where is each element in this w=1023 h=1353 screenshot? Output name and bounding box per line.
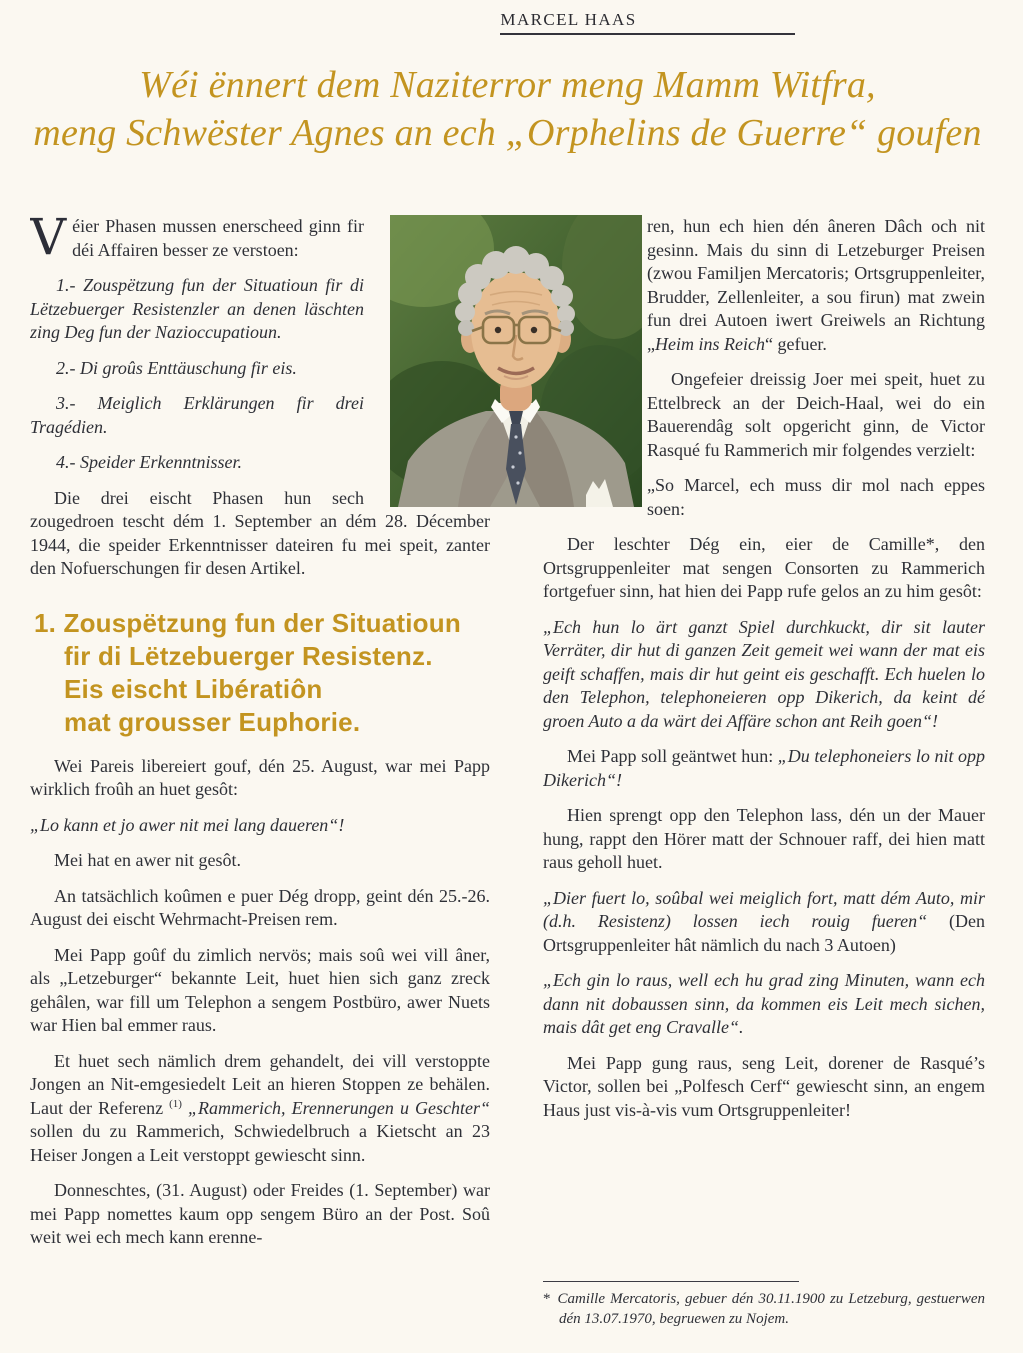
paragraph-text: ren, hun ech hien dén âneren Dâch och nit gesinn. Mais du sinn di Letzeburger Preisen (zwou Familjen Mercatoris; Ortsgruppenleiter, Brudder, Zellenleiter, a sou firun) mat zwein fun drei Autoen iwert Greiwels an Richtung „ [647, 216, 985, 354]
paragraph-text: “ gefuer. [764, 333, 827, 354]
quote-paragraph: „Ech hun lo ärt ganzt Spiel durchkuckt, dir sit lauter Verräter, dir hut di ganzen Zeit gemeit wei wann der mat eis geift schaffen, mais dir hut geint eis geschafft. Ech huelen lo den Telephon, telephoneieren opp Dikerich, da keint dé groen Auto a da wärt dei Affäre schon ant Reih goen“! [543, 616, 985, 731]
paragraph-with-reference [30, 1050, 490, 1168]
paragraph-text: (Den Ortsgruppenleiter hât nämlich du nach 3 Autoen) [543, 911, 985, 955]
portrait-illustration [390, 215, 642, 507]
quote-paragraph [543, 887, 985, 958]
section-heading-line-3: Eis eischt Libératiôn [64, 673, 323, 704]
footnote-rule [543, 1281, 799, 1282]
footnote-body: Camille Mercatoris, gebuer dén 30.11.1900 zu Letzeburg, gestuerwen dén 13.07.1970, begruewen zu Nojem. [557, 1291, 985, 1327]
quoted-phrase: „Du telephoneiers lo nit opp Dikerich“! [543, 746, 985, 790]
paragraph: Wei Pareis libereiert gouf, dén 25. August, war mei Papp wirklich froûh an huet gesôt: [30, 755, 490, 799]
quote-paragraph: „So Marcel, ech muss dir mol nach eppes soen: [647, 475, 985, 519]
paragraph: Mei Papp gung raus, seng Leit, dorener de Rasqué’s Victor, sollen bei „Polfesch Cerf“ gewiescht sinn, an engem Haus just vis-à-vis vum Ortsgruppenleiter! [543, 1052, 985, 1120]
quote-paragraph: „Ech gin lo raus, well ech hu grad zing Minuten, wann ech dann nit dobaussen sinn, da kommen eis Leit mech sichen, mais dât get eng Cravalle“. [543, 970, 985, 1037]
paragraph-text: Mei Papp soll geäntwet hun: [567, 746, 778, 766]
cited-title: „Rammerich, Erennerungen u Geschter“ [181, 1097, 490, 1118]
reference-superscript: (1) [169, 1097, 182, 1110]
paragraph: Mei hat en awer nit gesôt. [54, 850, 241, 870]
author-name: MARCEL HAAS [500, 10, 794, 35]
list-item-2: 2.- Di groûs Enttäuschung fir eis. [56, 357, 297, 378]
paragraph: Donneschtes, (31. August) oder Freides (1. September) war mei Papp nomettes kaum opp sengem Büro an der Post. Soû weit wei ech mech kann erenne- [30, 1180, 490, 1247]
list-item-1: 1.- Zouspëtzung fun der Situatioun fir di Lëtzebuerger Resistenzler an denen läschten zing Deg fun der Nazioccupatioun. [30, 275, 364, 342]
paragraph-text: sollen du zu Rammerich, Schwiedelbruch a Kietscht an 23 Heiser Jongen a Leit verstoppt gewiescht sinn. [30, 1121, 490, 1165]
paragraph: An tatsächlich koûmen e puer Dég dropp, geint dén 25.-26. August dei eischt Wehrmacht-Preisen rem. [30, 885, 490, 929]
title-line-2: meng Schwëster Agnes an ech „Orphelins de Guerre“ goufen [33, 112, 982, 154]
paragraph-text: Et huet sech nämlich drem gehandelt, dei vill verstoppte Jongen an Nit-emgesiedelt Leit an hieren Stoppen ze behälen. Laut der Referenz [30, 1050, 490, 1118]
section-heading-line-4: mat grousser Euphorie. [64, 706, 361, 737]
quote-paragraph: „Lo kann et jo awer nit mei lang daueren“! [30, 814, 345, 835]
section-heading [34, 607, 490, 739]
quoted-phrase: „Dier fuert lo, soûbal wei meiglich fort, matt dém Auto, mir (d.h. Resistenz) lossen iech rouig fueren“ [543, 887, 985, 931]
article-title [30, 61, 985, 157]
emphasized-phrase: Heim ins Reich [655, 333, 765, 354]
masthead [30, 10, 985, 35]
paragraph-with-quote [543, 745, 985, 792]
footnote-marker: * [543, 1291, 551, 1307]
paragraph: Mei Papp goûf du zimlich nervös; mais soû wei vill âner, als „Letzeburger“ bekannte Leit, huet hien sich ganz zreck gehâlen, war fill um Telephon a sengem Postbüro, awer Nuets war Hien bal emmer raus. [30, 944, 490, 1035]
intro-text: éier Phasen mussen enerscheed ginn fir déi Affairen besser ze verstoen: [72, 216, 364, 260]
portrait-photo [390, 215, 642, 507]
paragraph-phases: Die drei eischt Phasen hun sech zougedroen tescht dém 1. September an dém 28. Décember 1944, die speider Erkenntnisser dateiren fu mei speit, zanter den Nofuerschungen fir desen Artikel. [30, 487, 490, 578]
footnote [543, 1281, 985, 1329]
paragraph: Ongefeier dreissig Joer mei speit, huet zu Ettelbreck an der Deich-Haal, wei do ein Bauerendâg solt opgericht ginn, de Victor Rasqué fu Rammerich mir folgendes verzielt: [647, 369, 985, 460]
article-body [30, 215, 985, 1339]
section-heading-line-2: fir di Lëtzebuerger Resistenz. [64, 640, 433, 671]
section-heading-line-1: 1. Zouspëtzung fun der Situatioun [34, 607, 461, 638]
title-line-1: Wéi ënnert dem Naziterror meng Mamm Witfra, [139, 64, 876, 106]
paragraph: Hien sprengt opp den Telephon lass, dén un der Mauer hung, rappt den Hörer matt der Schnouer raff, dei hien matt raus geholl huet. [543, 805, 985, 872]
drop-cap: V [30, 215, 67, 266]
footnote-text [543, 1289, 985, 1329]
list-item-3: 3.- Meiglich Erklärungen fir drei Tragédien. [30, 393, 364, 437]
paragraph: Der leschter Dég ein, eier de Camille*, den Ortsgruppenleiter mat sengen Consorten zu Rammerich fortgefuer sinn, hat hien dei Papp rufe gelos an zu him gesôt: [543, 534, 985, 601]
list-item-4: 4.- Speider Erkenntnisser. [56, 452, 242, 472]
